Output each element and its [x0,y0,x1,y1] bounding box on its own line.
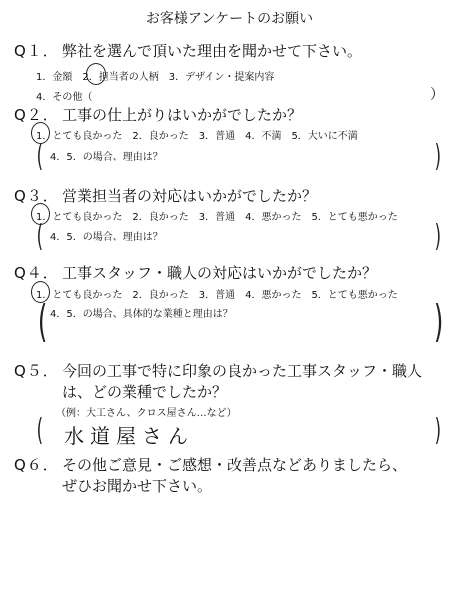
q3-followup: 4．5．の場合、理由は？ [50,232,163,243]
q2-options: 1．とても良かった 2．良かった 3．普通 4．不満 5．大いに不満 [36,131,358,142]
q2-followup: 4．5．の場合、理由は？ [50,152,163,163]
q2-question: 工事の仕上がりはいかがでしたか？ [62,106,303,124]
q6-number: Q６． [14,456,59,474]
q1-number: Q１． [14,42,59,60]
q4-open-paren: ( [37,296,48,347]
q5-question-line1: 今回の工事で特に印象の良かった工事スタッフ・職人 [62,362,423,380]
q3-number: Q３． [14,187,59,205]
q3-question: 営業担当者の対応はいかがでしたか？ [62,187,318,205]
q5-question-line2: は、どの業種でしたか？ [62,383,228,401]
q5-example: （例：大工さん、クロス屋さん…など） [56,408,237,419]
q5-close-paren: ) [434,413,442,448]
q3-options: 1．とても良かった 2．良かった 3．普通 4．悪かった 5．とても悪かった [36,212,398,223]
q6-question-line1: その他ご意見・ご感想・改善点などありましたら、 [62,456,408,474]
q5-handwritten-answer: 水道屋さん [64,424,194,448]
q1-selected-circle [86,63,106,85]
q2-close-paren: ) [434,139,442,174]
q6-question-line2: ぜひお聞かせ下さい。 [62,477,213,495]
q2-open-paren: ( [36,139,44,174]
q5-number: Q５． [14,362,59,380]
q1-question: 弊社を選んで頂いた理由を聞かせて下さい。 [62,42,363,60]
q4-question: 工事スタッフ・職人の対応はいかがでしたか？ [62,264,378,282]
q1-other-option: 4．その他（ [36,92,93,103]
page-title: お客様アンケートのお願い [145,11,314,27]
q1-close-paren: ） [430,87,444,103]
q4-close-paren: ) [433,296,444,347]
q2-number: Q２． [14,106,59,124]
q4-number: Q４． [14,264,59,282]
q3-open-paren: ( [36,219,44,254]
q1-options: 1．金額 2．担当者の人柄 3．デザイン・提案内容 [36,72,275,83]
q4-options: 1．とても良かった 2．良かった 3．普通 4．悪かった 5．とても悪かった [36,290,398,301]
q3-close-paren: ) [434,219,442,254]
q5-open-paren: ( [36,413,44,448]
q4-followup: 4．5．の場合、具体的な業種と理由は？ [50,309,233,320]
